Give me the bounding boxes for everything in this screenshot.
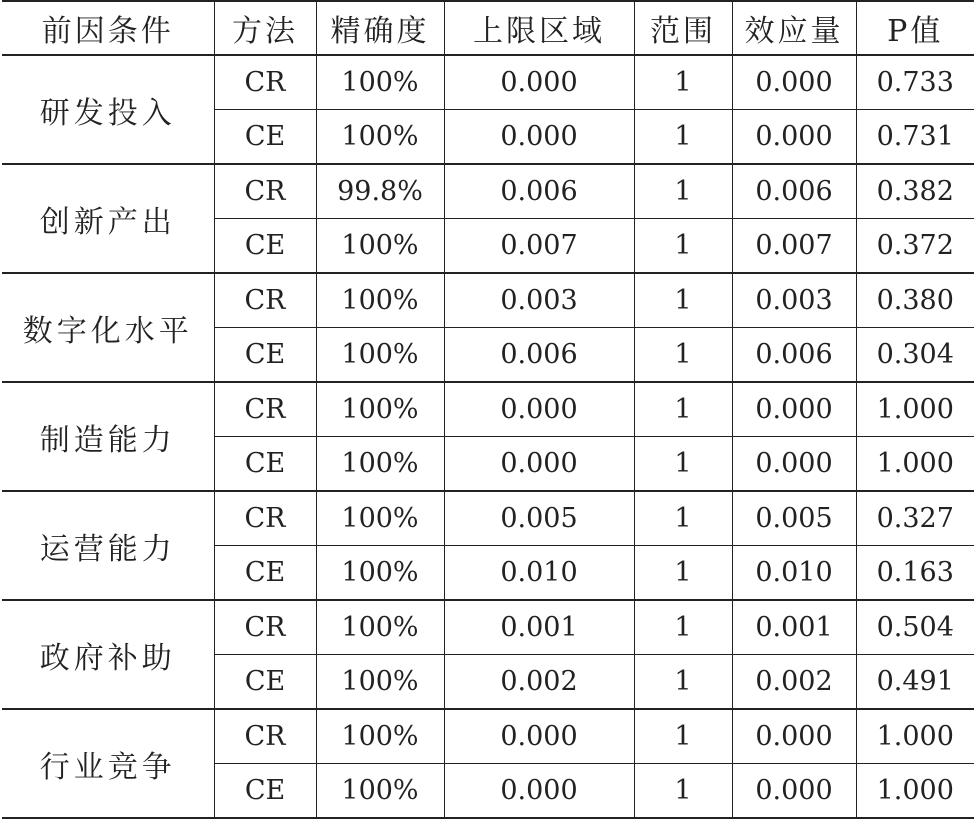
cell-condition: 政府补助 bbox=[2, 600, 214, 709]
cell-p-value: 0.504 bbox=[856, 600, 974, 655]
cell-effect-size: 0.000 bbox=[732, 55, 856, 110]
cell-scope: 1 bbox=[634, 328, 732, 383]
table-body bbox=[2, 55, 974, 818]
cell-method: CR bbox=[214, 164, 316, 219]
header-ceiling-zone: 上限区域 bbox=[444, 1, 634, 55]
cell-scope: 1 bbox=[634, 764, 732, 819]
cell-p-value: 0.163 bbox=[856, 546, 974, 601]
cell-p-value: 1.000 bbox=[856, 382, 974, 437]
cell-accuracy: 100% bbox=[316, 110, 444, 165]
cell-condition: 创新产出 bbox=[2, 164, 214, 273]
header-p-value: P值 bbox=[856, 1, 974, 55]
table-row bbox=[2, 273, 974, 328]
header-method: 方法 bbox=[214, 1, 316, 55]
cell-condition: 运营能力 bbox=[2, 491, 214, 600]
cell-condition: 数字化水平 bbox=[2, 273, 214, 382]
cell-p-value: 0.491 bbox=[856, 655, 974, 710]
cell-ceiling-zone: 0.000 bbox=[444, 764, 634, 819]
cell-effect-size: 0.003 bbox=[732, 273, 856, 328]
cell-effect-size: 0.000 bbox=[732, 709, 856, 764]
cell-p-value: 1.000 bbox=[856, 437, 974, 492]
cell-ceiling-zone: 0.005 bbox=[444, 491, 634, 546]
cell-ceiling-zone: 0.003 bbox=[444, 273, 634, 328]
cell-effect-size: 0.000 bbox=[732, 764, 856, 819]
cell-accuracy: 100% bbox=[316, 764, 444, 819]
table-header bbox=[2, 1, 974, 55]
cell-effect-size: 0.000 bbox=[732, 110, 856, 165]
cell-method: CE bbox=[214, 219, 316, 274]
cell-method: CR bbox=[214, 273, 316, 328]
cell-ceiling-zone: 0.000 bbox=[444, 437, 634, 492]
cell-condition: 制造能力 bbox=[2, 382, 214, 491]
cell-scope: 1 bbox=[634, 110, 732, 165]
cell-ceiling-zone: 0.000 bbox=[444, 382, 634, 437]
cell-accuracy: 100% bbox=[316, 491, 444, 546]
cell-scope: 1 bbox=[634, 382, 732, 437]
cell-scope: 1 bbox=[634, 709, 732, 764]
cell-method: CR bbox=[214, 382, 316, 437]
cell-accuracy: 99.8% bbox=[316, 164, 444, 219]
cell-method: CE bbox=[214, 437, 316, 492]
cell-accuracy: 100% bbox=[316, 546, 444, 601]
necessity-analysis-table bbox=[2, 0, 974, 819]
cell-effect-size: 0.001 bbox=[732, 600, 856, 655]
table-row bbox=[2, 55, 974, 110]
cell-ceiling-zone: 0.002 bbox=[444, 655, 634, 710]
cell-scope: 1 bbox=[634, 600, 732, 655]
header-scope: 范围 bbox=[634, 1, 732, 55]
cell-scope: 1 bbox=[634, 491, 732, 546]
header-effect-size: 效应量 bbox=[732, 1, 856, 55]
cell-p-value: 0.380 bbox=[856, 273, 974, 328]
cell-effect-size: 0.000 bbox=[732, 437, 856, 492]
cell-scope: 1 bbox=[634, 437, 732, 492]
cell-accuracy: 100% bbox=[316, 219, 444, 274]
cell-p-value: 0.733 bbox=[856, 55, 974, 110]
header-condition: 前因条件 bbox=[2, 1, 214, 55]
cell-method: CE bbox=[214, 328, 316, 383]
cell-ceiling-zone: 0.006 bbox=[444, 328, 634, 383]
cell-ceiling-zone: 0.000 bbox=[444, 709, 634, 764]
cell-condition: 研发投入 bbox=[2, 55, 214, 164]
cell-p-value: 0.372 bbox=[856, 219, 974, 274]
cell-method: CR bbox=[214, 55, 316, 110]
cell-ceiling-zone: 0.001 bbox=[444, 600, 634, 655]
cell-method: CE bbox=[214, 655, 316, 710]
cell-accuracy: 100% bbox=[316, 655, 444, 710]
cell-scope: 1 bbox=[634, 655, 732, 710]
cell-method: CE bbox=[214, 764, 316, 819]
cell-method: CE bbox=[214, 110, 316, 165]
cell-method: CR bbox=[214, 600, 316, 655]
table-row bbox=[2, 600, 974, 655]
cell-effect-size: 0.005 bbox=[732, 491, 856, 546]
cell-scope: 1 bbox=[634, 219, 732, 274]
cell-accuracy: 100% bbox=[316, 382, 444, 437]
cell-ceiling-zone: 0.000 bbox=[444, 55, 634, 110]
cell-p-value: 1.000 bbox=[856, 709, 974, 764]
cell-p-value: 0.382 bbox=[856, 164, 974, 219]
cell-effect-size: 0.006 bbox=[732, 164, 856, 219]
cell-accuracy: 100% bbox=[316, 273, 444, 328]
cell-effect-size: 0.010 bbox=[732, 546, 856, 601]
cell-accuracy: 100% bbox=[316, 709, 444, 764]
header-accuracy: 精确度 bbox=[316, 1, 444, 55]
cell-scope: 1 bbox=[634, 55, 732, 110]
cell-effect-size: 0.000 bbox=[732, 382, 856, 437]
cell-method: CR bbox=[214, 491, 316, 546]
cell-scope: 1 bbox=[634, 546, 732, 601]
cell-accuracy: 100% bbox=[316, 437, 444, 492]
cell-accuracy: 100% bbox=[316, 600, 444, 655]
table-row bbox=[2, 382, 974, 437]
cell-scope: 1 bbox=[634, 273, 732, 328]
cell-condition: 行业竞争 bbox=[2, 709, 214, 818]
cell-effect-size: 0.007 bbox=[732, 219, 856, 274]
cell-p-value: 0.327 bbox=[856, 491, 974, 546]
cell-p-value: 0.731 bbox=[856, 110, 974, 165]
cell-ceiling-zone: 0.000 bbox=[444, 110, 634, 165]
cell-p-value: 1.000 bbox=[856, 764, 974, 819]
table-row bbox=[2, 709, 974, 764]
cell-accuracy: 100% bbox=[316, 55, 444, 110]
cell-method: CR bbox=[214, 709, 316, 764]
cell-ceiling-zone: 0.006 bbox=[444, 164, 634, 219]
table-row bbox=[2, 164, 974, 219]
cell-ceiling-zone: 0.007 bbox=[444, 219, 634, 274]
cell-accuracy: 100% bbox=[316, 328, 444, 383]
cell-method: CE bbox=[214, 546, 316, 601]
table-row bbox=[2, 491, 974, 546]
cell-ceiling-zone: 0.010 bbox=[444, 546, 634, 601]
header-row bbox=[2, 1, 974, 55]
cell-p-value: 0.304 bbox=[856, 328, 974, 383]
cell-effect-size: 0.002 bbox=[732, 655, 856, 710]
cell-scope: 1 bbox=[634, 164, 732, 219]
cell-effect-size: 0.006 bbox=[732, 328, 856, 383]
